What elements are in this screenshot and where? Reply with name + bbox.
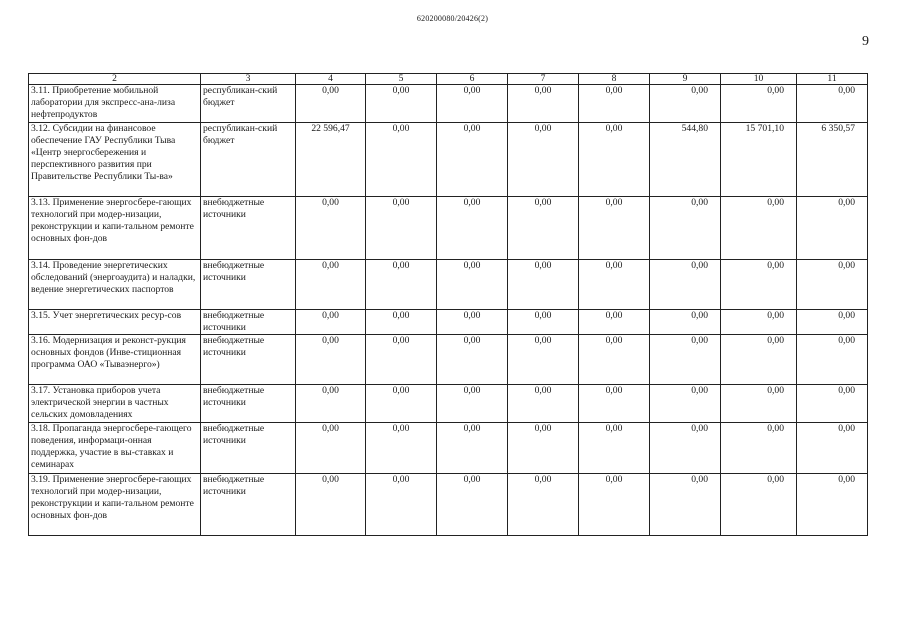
document-id: 620200080/20426(2) xyxy=(416,14,489,23)
row-value-cell: 0,00 xyxy=(296,85,366,123)
row-value-cell: 0,00 xyxy=(366,123,437,197)
column-header: 2 xyxy=(29,74,201,85)
row-value-cell: 0,00 xyxy=(508,423,579,474)
row-value-cell: 0,00 xyxy=(797,197,868,260)
row-value-cell: 0,00 xyxy=(721,335,797,385)
row-funding-source: внебюджетные источники xyxy=(201,423,296,474)
row-activity-name: 3.18. Пропаганда энергосбере-гающего поведения, информаци-онная поддержка, участие в вы-ставках и семинарах xyxy=(29,423,201,474)
row-value-cell: 0,00 xyxy=(721,385,797,423)
table-row xyxy=(29,423,868,474)
page-number: 9 xyxy=(862,34,869,49)
budget-table xyxy=(28,73,868,536)
row-value-cell: 0,00 xyxy=(650,197,721,260)
row-value-cell: 0,00 xyxy=(508,474,579,536)
row-value-cell: 0,00 xyxy=(366,385,437,423)
column-header: 8 xyxy=(579,74,650,85)
row-value-cell: 0,00 xyxy=(797,85,868,123)
table-row xyxy=(29,310,868,335)
row-value-cell: 0,00 xyxy=(797,310,868,335)
row-funding-source: внебюджетные источники xyxy=(201,335,296,385)
row-activity-name: 3.17. Установка приборов учета электрической энергии в частных сельских домовладениях xyxy=(29,385,201,423)
row-value-cell: 0,00 xyxy=(579,423,650,474)
table-row xyxy=(29,123,868,197)
table-row xyxy=(29,197,868,260)
row-value-cell: 0,00 xyxy=(650,385,721,423)
table-row xyxy=(29,85,868,123)
table-row xyxy=(29,335,868,385)
column-header: 3 xyxy=(201,74,296,85)
row-value-cell: 0,00 xyxy=(437,423,508,474)
column-header: 11 xyxy=(797,74,868,85)
row-activity-name: 3.11. Приобретение мобильной лаборатории для экспресс-ана-лиза нефтепродуктов xyxy=(29,85,201,123)
column-header: 5 xyxy=(366,74,437,85)
row-value-cell: 0,00 xyxy=(366,197,437,260)
row-value-cell: 0,00 xyxy=(797,423,868,474)
row-value-cell: 0,00 xyxy=(797,385,868,423)
row-value-cell: 0,00 xyxy=(296,385,366,423)
row-value-cell: 0,00 xyxy=(721,474,797,536)
row-activity-name: 3.14. Проведение энергетических обследований (энергоаудита) и наладки, ведение энергетических паспортов xyxy=(29,260,201,310)
row-value-cell: 0,00 xyxy=(508,385,579,423)
row-value-cell: 0,00 xyxy=(437,474,508,536)
row-value-cell: 0,00 xyxy=(579,260,650,310)
row-value-cell: 22 596,47 xyxy=(296,123,366,197)
row-value-cell: 0,00 xyxy=(721,85,797,123)
row-value-cell: 0,00 xyxy=(296,335,366,385)
row-value-cell: 0,00 xyxy=(366,85,437,123)
row-value-cell: 0,00 xyxy=(721,423,797,474)
row-funding-source: республикан-ский бюджет xyxy=(201,123,296,197)
row-value-cell: 0,00 xyxy=(579,85,650,123)
row-value-cell: 0,00 xyxy=(650,474,721,536)
row-value-cell: 0,00 xyxy=(437,335,508,385)
row-funding-source: внебюджетные источники xyxy=(201,310,296,335)
row-value-cell: 0,00 xyxy=(721,310,797,335)
row-value-cell: 0,00 xyxy=(437,310,508,335)
row-value-cell: 0,00 xyxy=(296,310,366,335)
column-header: 10 xyxy=(721,74,797,85)
row-value-cell: 544,80 xyxy=(650,123,721,197)
table-row xyxy=(29,474,868,536)
row-value-cell: 0,00 xyxy=(650,423,721,474)
column-header: 6 xyxy=(437,74,508,85)
row-value-cell: 0,00 xyxy=(508,260,579,310)
row-value-cell: 0,00 xyxy=(797,335,868,385)
row-activity-name: 3.16. Модернизация и реконст-рукция основных фондов (Инве-стиционная программа ОАО «Тываэнерго») xyxy=(29,335,201,385)
row-activity-name: 3.19. Применение энергосбере-гающих технологий при модер-низации, реконструкции и капи-тальном ремонте основных фон-дов xyxy=(29,474,201,536)
row-value-cell: 0,00 xyxy=(366,335,437,385)
row-value-cell: 0,00 xyxy=(797,260,868,310)
row-value-cell: 0,00 xyxy=(508,335,579,385)
row-value-cell: 0,00 xyxy=(650,310,721,335)
row-funding-source: внебюджетные источники xyxy=(201,260,296,310)
row-value-cell: 0,00 xyxy=(650,260,721,310)
row-value-cell: 0,00 xyxy=(579,385,650,423)
row-value-cell: 0,00 xyxy=(579,474,650,536)
row-value-cell: 0,00 xyxy=(437,123,508,197)
header-row xyxy=(29,74,868,85)
row-funding-source: внебюджетные источники xyxy=(201,197,296,260)
row-value-cell: 0,00 xyxy=(508,197,579,260)
row-value-cell: 0,00 xyxy=(797,474,868,536)
row-value-cell: 0,00 xyxy=(296,197,366,260)
row-value-cell: 0,00 xyxy=(366,260,437,310)
row-value-cell: 0,00 xyxy=(437,85,508,123)
row-funding-source: внебюджетные источники xyxy=(201,474,296,536)
row-value-cell: 0,00 xyxy=(650,335,721,385)
row-value-cell: 0,00 xyxy=(437,385,508,423)
table-body xyxy=(29,74,868,536)
row-value-cell: 0,00 xyxy=(508,310,579,335)
table-row xyxy=(29,260,868,310)
row-funding-source: республикан-ский бюджет xyxy=(201,85,296,123)
row-value-cell: 6 350,57 xyxy=(797,123,868,197)
row-value-cell: 0,00 xyxy=(366,423,437,474)
row-value-cell: 15 701,10 xyxy=(721,123,797,197)
table-row xyxy=(29,385,868,423)
row-funding-source: внебюджетные источники xyxy=(201,385,296,423)
row-value-cell: 0,00 xyxy=(437,197,508,260)
row-value-cell: 0,00 xyxy=(437,260,508,310)
row-value-cell: 0,00 xyxy=(650,85,721,123)
row-value-cell: 0,00 xyxy=(366,310,437,335)
row-value-cell: 0,00 xyxy=(579,197,650,260)
row-value-cell: 0,00 xyxy=(508,85,579,123)
row-value-cell: 0,00 xyxy=(508,123,579,197)
row-value-cell: 0,00 xyxy=(579,123,650,197)
column-header: 7 xyxy=(508,74,579,85)
row-value-cell: 0,00 xyxy=(579,335,650,385)
row-value-cell: 0,00 xyxy=(579,310,650,335)
row-value-cell: 0,00 xyxy=(721,197,797,260)
row-activity-name: 3.12. Субсидии на финансовое обеспечение ГАУ Республики Тыва «Центр энергосбережения и перспективного развития при Правительстве Республики Ты-ва» xyxy=(29,123,201,197)
row-activity-name: 3.13. Применение энергосбере-гающих технологий при модер-низации, реконструкции и капи-тальном ремонте основных фон-дов xyxy=(29,197,201,260)
row-value-cell: 0,00 xyxy=(721,260,797,310)
row-value-cell: 0,00 xyxy=(296,474,366,536)
row-activity-name: 3.15. Учет энергетических ресур-сов xyxy=(29,310,201,335)
column-header: 4 xyxy=(296,74,366,85)
column-header: 9 xyxy=(650,74,721,85)
row-value-cell: 0,00 xyxy=(296,260,366,310)
row-value-cell: 0,00 xyxy=(366,474,437,536)
row-value-cell: 0,00 xyxy=(296,423,366,474)
